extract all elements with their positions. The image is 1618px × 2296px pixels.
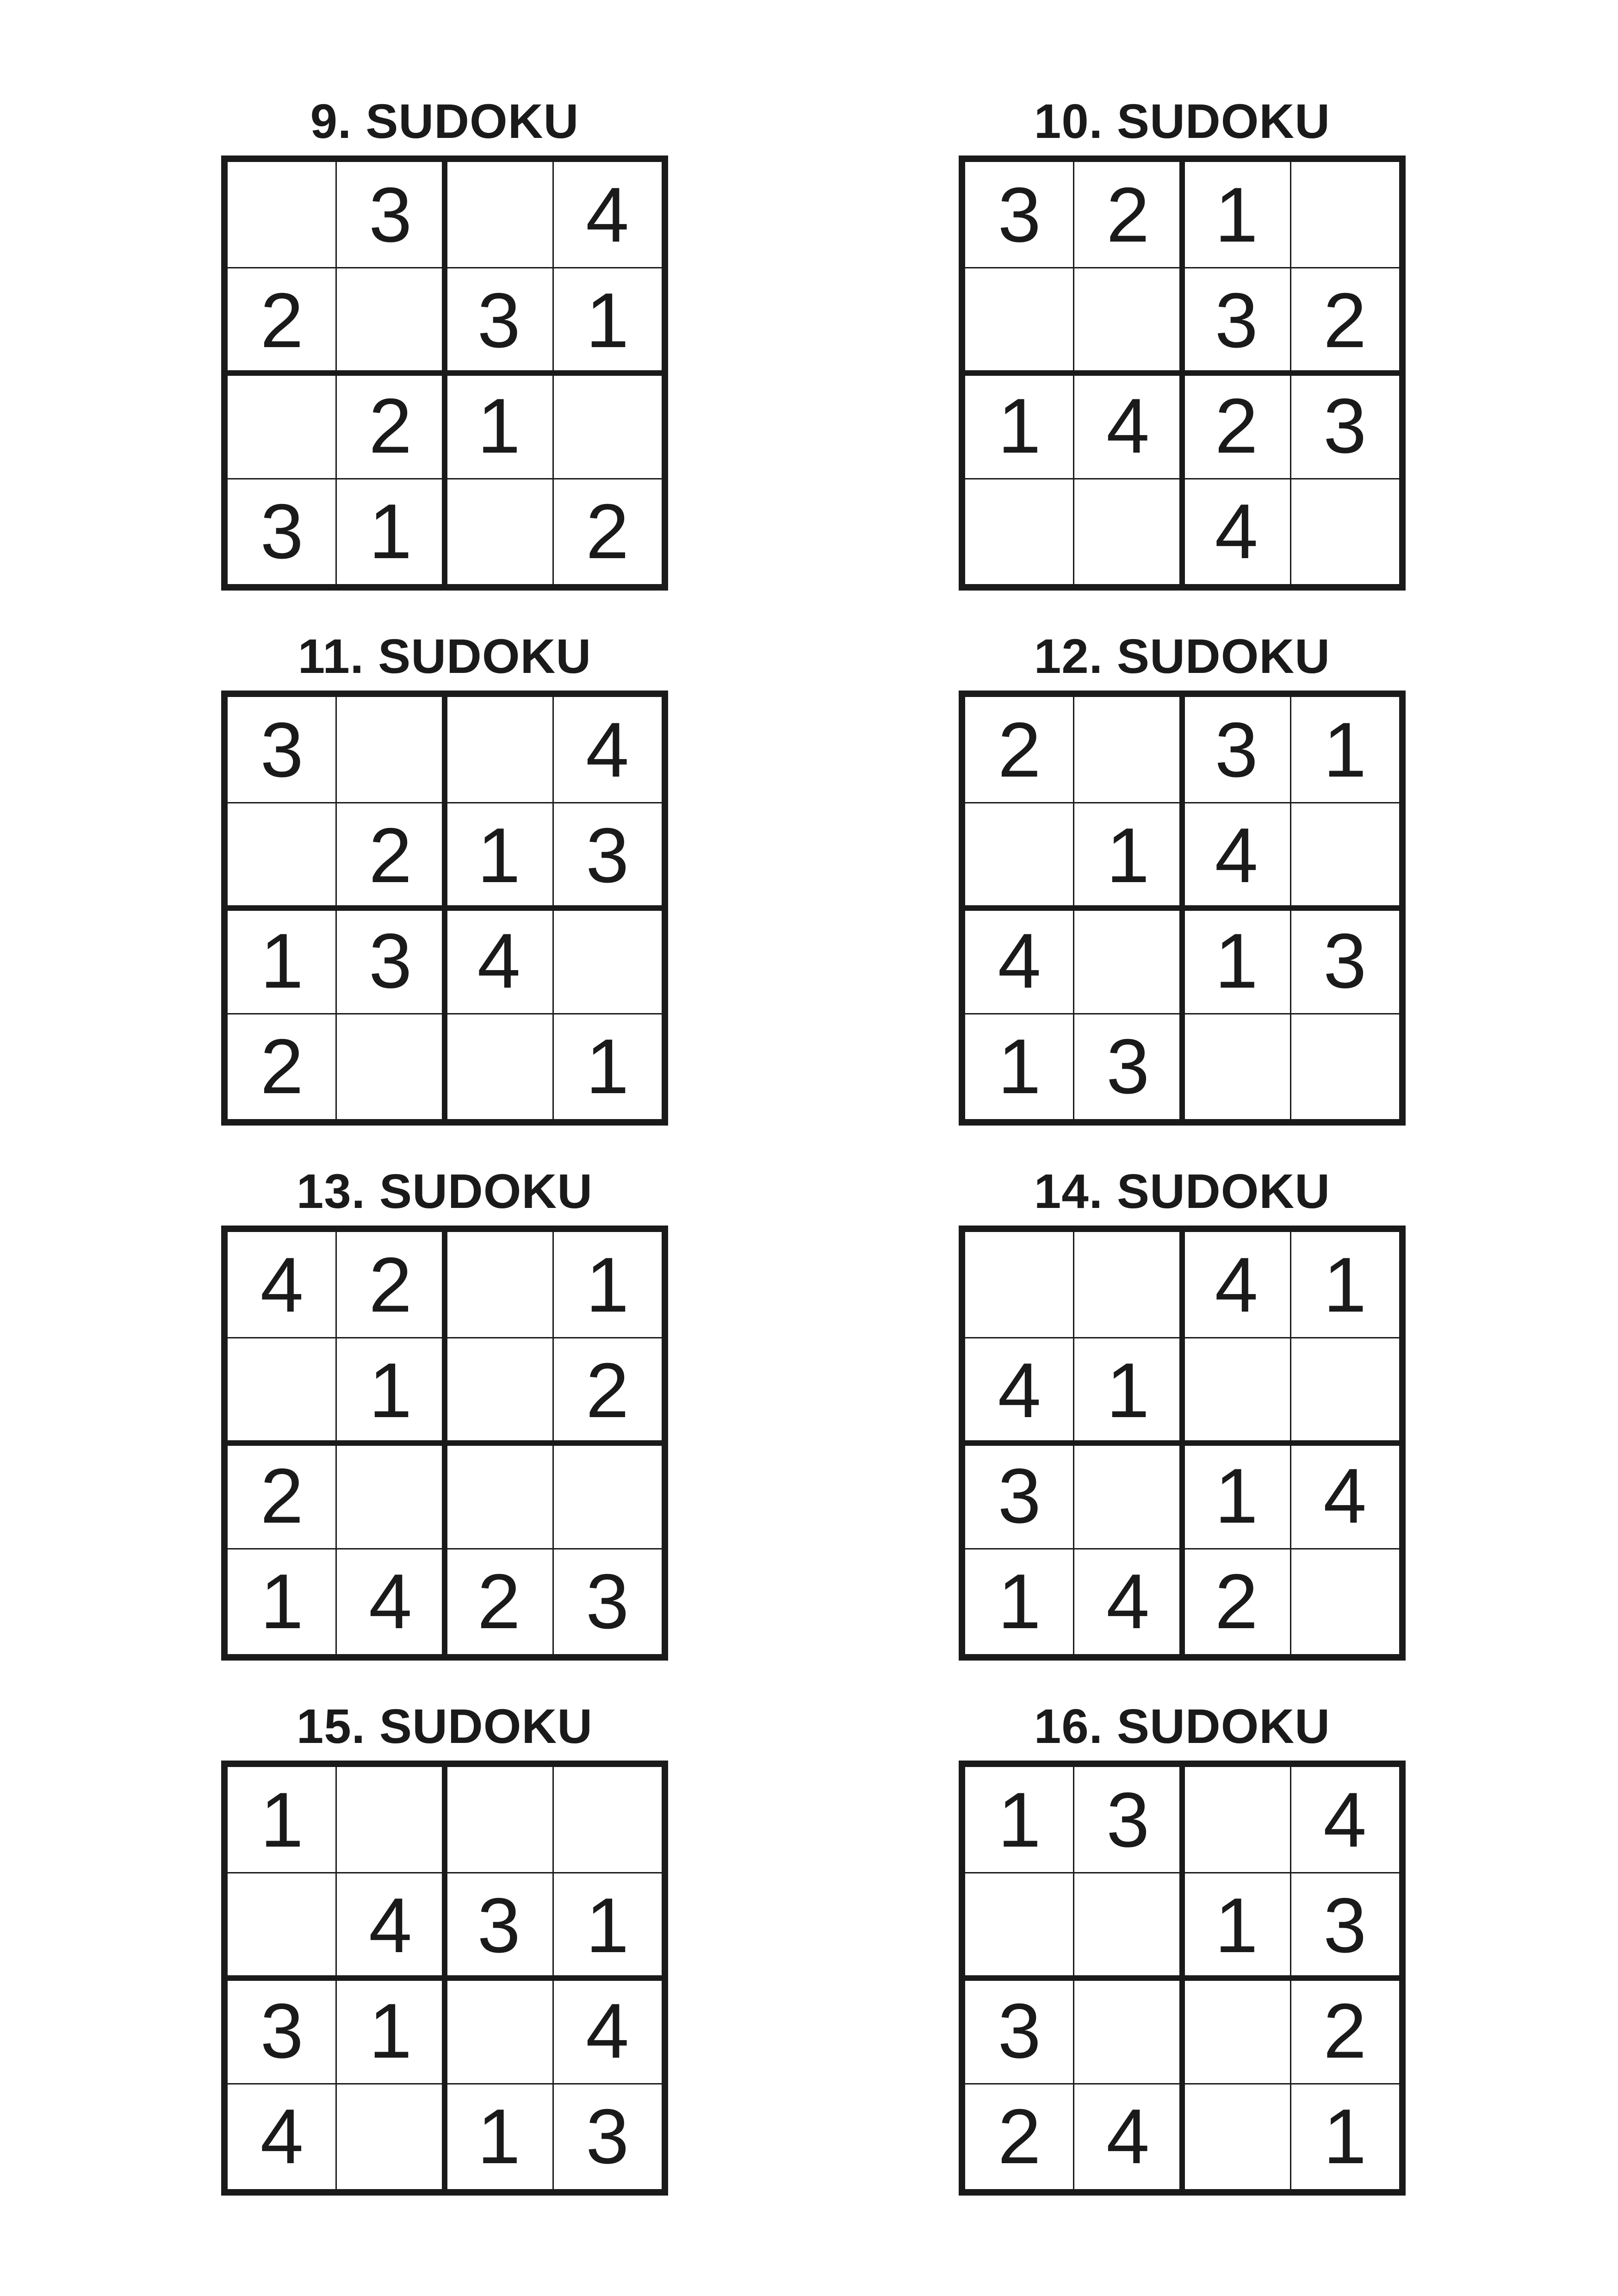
sudoku-cell[interactable] [336, 268, 445, 373]
sudoku-grid [221, 1226, 668, 1661]
sudoku-cell[interactable] [1182, 1767, 1291, 1873]
sudoku-cell[interactable]: 3 [998, 1987, 1041, 2074]
sudoku-cell[interactable] [1074, 1873, 1183, 1978]
sudoku-cell[interactable] [445, 1232, 553, 1338]
sudoku-grid [959, 1761, 1406, 2196]
sudoku-cell[interactable]: 3 [369, 917, 412, 1004]
sudoku-grid [959, 156, 1406, 591]
sudoku-cell[interactable]: 1 [1323, 706, 1367, 793]
sudoku-cell[interactable] [445, 162, 553, 268]
sudoku-cell[interactable]: 3 [477, 1882, 521, 1969]
sudoku-cell[interactable] [1074, 908, 1183, 1014]
sudoku-cell[interactable]: 3 [998, 1452, 1041, 1539]
sudoku-cell[interactable] [1291, 803, 1400, 908]
sudoku-cell[interactable]: 2 [1215, 1558, 1258, 1645]
sudoku-cell[interactable] [1074, 1978, 1183, 2084]
sudoku-puzzle [959, 627, 1406, 1126]
sudoku-cell[interactable] [228, 1338, 336, 1443]
sudoku-cell[interactable] [965, 803, 1074, 908]
sudoku-cell[interactable]: 4 [586, 706, 629, 793]
sudoku-puzzle [221, 1162, 668, 1661]
sudoku-puzzle [959, 92, 1406, 591]
sudoku-cell[interactable]: 3 [586, 2093, 629, 2180]
sudoku-cell[interactable]: 1 [369, 1347, 412, 1434]
sudoku-cell[interactable] [553, 373, 662, 479]
sudoku-cell[interactable]: 2 [369, 382, 412, 469]
sudoku-cell[interactable]: 1 [1106, 812, 1150, 899]
sudoku-cell[interactable] [1291, 479, 1400, 584]
sudoku-puzzle [221, 627, 668, 1126]
sudoku-cell[interactable] [445, 1338, 553, 1443]
sudoku-cell[interactable]: 1 [586, 1882, 629, 1969]
sudoku-puzzle [959, 1697, 1406, 2196]
sudoku-cell[interactable]: 3 [1106, 1023, 1150, 1110]
sudoku-cell[interactable] [228, 373, 336, 479]
sudoku-cell[interactable]: 1 [998, 1776, 1041, 1863]
sudoku-cell[interactable] [228, 803, 336, 908]
sudoku-cell[interactable] [1291, 162, 1400, 268]
sudoku-cell[interactable] [553, 908, 662, 1014]
sudoku-cell[interactable] [965, 1232, 1074, 1338]
sudoku-cell[interactable]: 1 [260, 1776, 304, 1863]
sudoku-cell[interactable] [553, 1443, 662, 1549]
sudoku-cell[interactable] [228, 1873, 336, 1978]
sudoku-cell[interactable]: 2 [1323, 1987, 1367, 2074]
puzzle-title: 15. SUDOKU [296, 1699, 593, 1754]
sudoku-cell[interactable] [1074, 697, 1183, 803]
sudoku-cell[interactable] [445, 1443, 553, 1549]
sudoku-cell[interactable]: 2 [260, 277, 304, 364]
sudoku-cell[interactable]: 1 [586, 1023, 629, 1110]
puzzle-title: 13. SUDOKU [296, 1164, 593, 1219]
sudoku-cell[interactable] [553, 1767, 662, 1873]
sudoku-cell[interactable] [336, 1443, 445, 1549]
sudoku-cell[interactable]: 1 [369, 488, 412, 575]
sudoku-cell[interactable]: 3 [260, 1987, 304, 2074]
sudoku-cell[interactable] [1291, 1014, 1400, 1119]
sudoku-cell[interactable]: 3 [1215, 706, 1258, 793]
sudoku-cell[interactable] [445, 697, 553, 803]
sudoku-cell[interactable]: 4 [477, 917, 521, 1004]
sudoku-cell[interactable]: 1 [586, 277, 629, 364]
puzzle-title: 14. SUDOKU [1034, 1164, 1331, 1219]
sudoku-cell[interactable]: 3 [1106, 1776, 1150, 1863]
sudoku-puzzle [221, 1697, 668, 2196]
sudoku-cell[interactable]: 2 [260, 1452, 304, 1539]
puzzle-title: 9. SUDOKU [310, 94, 579, 149]
sudoku-cell[interactable]: 2 [369, 812, 412, 899]
sudoku-cell[interactable]: 3 [260, 488, 304, 575]
sudoku-cell[interactable]: 1 [998, 382, 1041, 469]
sudoku-cell[interactable]: 2 [998, 706, 1041, 793]
sudoku-cell[interactable]: 4 [586, 1987, 629, 2074]
sudoku-cell[interactable] [1182, 1978, 1291, 2084]
sudoku-cell[interactable] [336, 1767, 445, 1873]
sudoku-cell[interactable]: 1 [260, 917, 304, 1004]
sudoku-cell[interactable] [1291, 1549, 1400, 1654]
sudoku-cell[interactable]: 2 [477, 1558, 521, 1645]
sudoku-cell[interactable]: 3 [1215, 277, 1258, 364]
sudoku-cell[interactable]: 1 [1215, 171, 1258, 258]
sudoku-cell[interactable]: 4 [1215, 488, 1258, 575]
sudoku-cell[interactable] [1074, 1443, 1183, 1549]
sudoku-cell[interactable]: 4 [586, 171, 629, 258]
sudoku-cell[interactable]: 2 [1215, 382, 1258, 469]
sudoku-cell[interactable]: 4 [1106, 382, 1150, 469]
sudoku-cell[interactable]: 3 [586, 1558, 629, 1645]
sudoku-cell[interactable]: 4 [260, 1241, 304, 1328]
sudoku-cell[interactable]: 3 [586, 812, 629, 899]
sudoku-grid [959, 1226, 1406, 1661]
sudoku-cell[interactable]: 4 [1215, 1241, 1258, 1328]
sudoku-cell[interactable]: 1 [998, 1023, 1041, 1110]
sudoku-cell[interactable]: 2 [586, 1347, 629, 1434]
sudoku-puzzle [959, 1162, 1406, 1661]
sudoku-cell[interactable] [445, 1014, 553, 1119]
sudoku-cell[interactable]: 2 [1106, 171, 1150, 258]
sudoku-cell[interactable]: 1 [1215, 1452, 1258, 1539]
sudoku-grid [221, 156, 668, 591]
sudoku-cell[interactable] [1182, 1338, 1291, 1443]
sudoku-cell[interactable]: 1 [998, 1558, 1041, 1645]
sudoku-cell[interactable] [1182, 2084, 1291, 2189]
sudoku-cell[interactable]: 4 [1323, 1776, 1367, 1863]
sudoku-cell[interactable]: 2 [998, 2093, 1041, 2180]
sudoku-cell[interactable]: 1 [1323, 1241, 1367, 1328]
sudoku-cell[interactable] [336, 2084, 445, 2189]
sudoku-cell[interactable]: 1 [477, 812, 521, 899]
sudoku-cell[interactable]: 1 [369, 1987, 412, 2074]
sudoku-cell[interactable] [445, 1767, 553, 1873]
sudoku-cell[interactable]: 1 [586, 1241, 629, 1328]
sudoku-cell[interactable] [1074, 1232, 1183, 1338]
puzzle-title: 11. SUDOKU [298, 629, 592, 684]
sudoku-cell[interactable] [965, 479, 1074, 584]
sudoku-cell[interactable]: 4 [1323, 1452, 1367, 1539]
sudoku-cell[interactable] [1074, 268, 1183, 373]
sudoku-cell[interactable]: 4 [998, 1347, 1041, 1434]
sudoku-cell[interactable]: 2 [586, 488, 629, 575]
sudoku-cell[interactable] [965, 268, 1074, 373]
sudoku-cell[interactable]: 4 [1106, 1558, 1150, 1645]
sudoku-cell[interactable]: 1 [1106, 1347, 1150, 1434]
sudoku-cell[interactable]: 3 [1323, 917, 1367, 1004]
sudoku-cell[interactable]: 3 [260, 706, 304, 793]
sudoku-cell[interactable]: 3 [369, 171, 412, 258]
sudoku-cell[interactable] [1074, 479, 1183, 584]
puzzle-title: 10. SUDOKU [1034, 94, 1331, 149]
sudoku-cell[interactable]: 4 [1215, 812, 1258, 899]
sudoku-grid [221, 1761, 668, 2196]
sudoku-grid [221, 691, 668, 1126]
sudoku-cell[interactable]: 1 [477, 382, 521, 469]
sudoku-cell[interactable] [965, 1873, 1074, 1978]
sudoku-cell[interactable] [445, 479, 553, 584]
sudoku-cell[interactable] [336, 1014, 445, 1119]
sudoku-cell[interactable]: 1 [1323, 2093, 1367, 2180]
sudoku-puzzle [221, 92, 668, 591]
sudoku-cell[interactable]: 3 [1323, 382, 1367, 469]
sudoku-cell[interactable]: 2 [1323, 277, 1367, 364]
sudoku-cell[interactable]: 3 [998, 171, 1041, 258]
sudoku-cell[interactable]: 3 [477, 277, 521, 364]
sudoku-cell[interactable]: 4 [998, 917, 1041, 1004]
sudoku-cell[interactable] [336, 697, 445, 803]
sudoku-cell[interactable]: 4 [369, 1558, 412, 1645]
sudoku-cell[interactable] [228, 162, 336, 268]
sudoku-cell[interactable]: 4 [1106, 2093, 1150, 2180]
sudoku-cell[interactable]: 1 [477, 2093, 521, 2180]
sudoku-cell[interactable]: 3 [1323, 1882, 1367, 1969]
puzzle-title: 12. SUDOKU [1034, 629, 1331, 684]
sudoku-cell[interactable]: 1 [1215, 917, 1258, 1004]
sudoku-cell[interactable]: 1 [260, 1558, 304, 1645]
sudoku-cell[interactable]: 1 [1215, 1882, 1258, 1969]
sudoku-cell[interactable] [1182, 1014, 1291, 1119]
sudoku-cell[interactable]: 2 [369, 1241, 412, 1328]
sudoku-cell[interactable]: 4 [369, 1882, 412, 1969]
puzzle-title: 16. SUDOKU [1034, 1699, 1331, 1754]
sudoku-cell[interactable]: 2 [260, 1023, 304, 1110]
sudoku-cell[interactable]: 4 [260, 2093, 304, 2180]
sudoku-cell[interactable] [445, 1978, 553, 2084]
sudoku-cell[interactable] [1291, 1338, 1400, 1443]
sudoku-grid [959, 691, 1406, 1126]
